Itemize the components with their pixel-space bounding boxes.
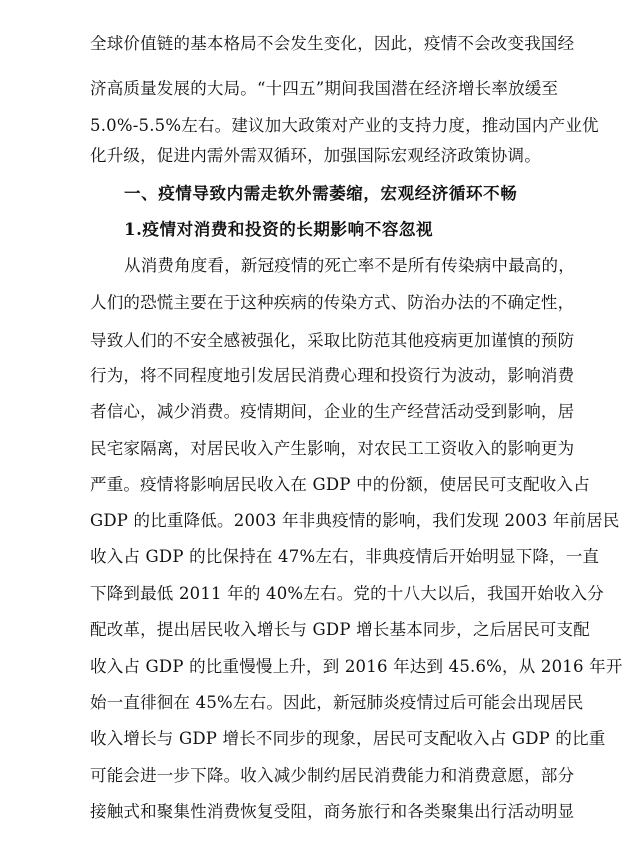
paragraph-line: 接触式和聚集性消费恢复受阻，商务旅行和各类聚集出行活动明显 — [90, 802, 575, 821]
paragraph-line: 下降到最低 2011 年的 40%左右。党的十八大以后，我国开始收入分 — [90, 584, 604, 603]
paragraph-line: 可能会进一步下降。收入减少制约居民消费能力和消费意愿，部分 — [90, 766, 575, 785]
paragraph-line: 导致人们的不安全感被强化，采取比防范其他疫病更加谨慎的预防 — [90, 331, 575, 350]
paragraph-line: 始一直徘徊在 45%左右。因此，新冠肺炎疫情过后可能会出现居民 — [90, 693, 584, 712]
section-heading: 一、疫情导致内需走软外需萎缩，宏观经济循环不畅 — [124, 184, 518, 203]
text-line: 全球价值链的基本格局不会发生变化，因此，疫情不会改变我国经 — [90, 34, 575, 53]
paragraph-line: 者信心，减少消费。疫情期间，企业的生产经营活动受到影响，居 — [90, 402, 575, 421]
paragraph-line: 民宅家隔离，对居民收入产生影响，对农民工工资收入的影响更为 — [90, 439, 575, 458]
paragraph-line: 配改革，提出居民收入增长与 GDP 增长基本同步，之后居民可支配 — [90, 620, 590, 639]
paragraph-line: GDP 的比重降低。2003 年非典疫情的影响，我们发现 2003 年前居民 — [90, 511, 620, 530]
paragraph-line: 收入占 GDP 的比重慢慢上升，到 2016 年达到 45.6%，从 2016 年开 — [90, 657, 623, 676]
paragraph-line: 严重。疫情将影响居民收入在 GDP 中的份额，使居民可支配收入占 — [90, 475, 590, 494]
text-line: 化升级，促进内需外需双循环，加强国际宏观经济政策协调。 — [90, 146, 541, 165]
paragraph-line: 行为，将不同程度地引发居民消费心理和投资行为波动，影响消费 — [90, 366, 575, 385]
text-line: 济高质量发展的大局。“十四五”期间我国潜在经济增长率放缓至 — [90, 79, 559, 98]
text-line: 5.0%-5.5%左右。建议加大政策对产业的支持力度，推动国内产业优 — [90, 116, 599, 135]
paragraph-line: 收入占 GDP 的比保持在 47%左右，非典疫情后开始明显下降，一直 — [90, 547, 600, 566]
paragraph-line: 人们的恐慌主要在于这种疾病的传染方式、防治办法的不确定性， — [90, 293, 575, 312]
paragraph-line: 收入增长与 GDP 增长不同步的现象，居民可支配收入占 GDP 的比重 — [90, 729, 606, 748]
subsection-heading: 1.疫情对消费和投资的长期影响不容忽视 — [124, 220, 434, 239]
paragraph-line: 从消费角度看，新冠疫情的死亡率不是所有传染病中最高的， — [124, 256, 575, 275]
